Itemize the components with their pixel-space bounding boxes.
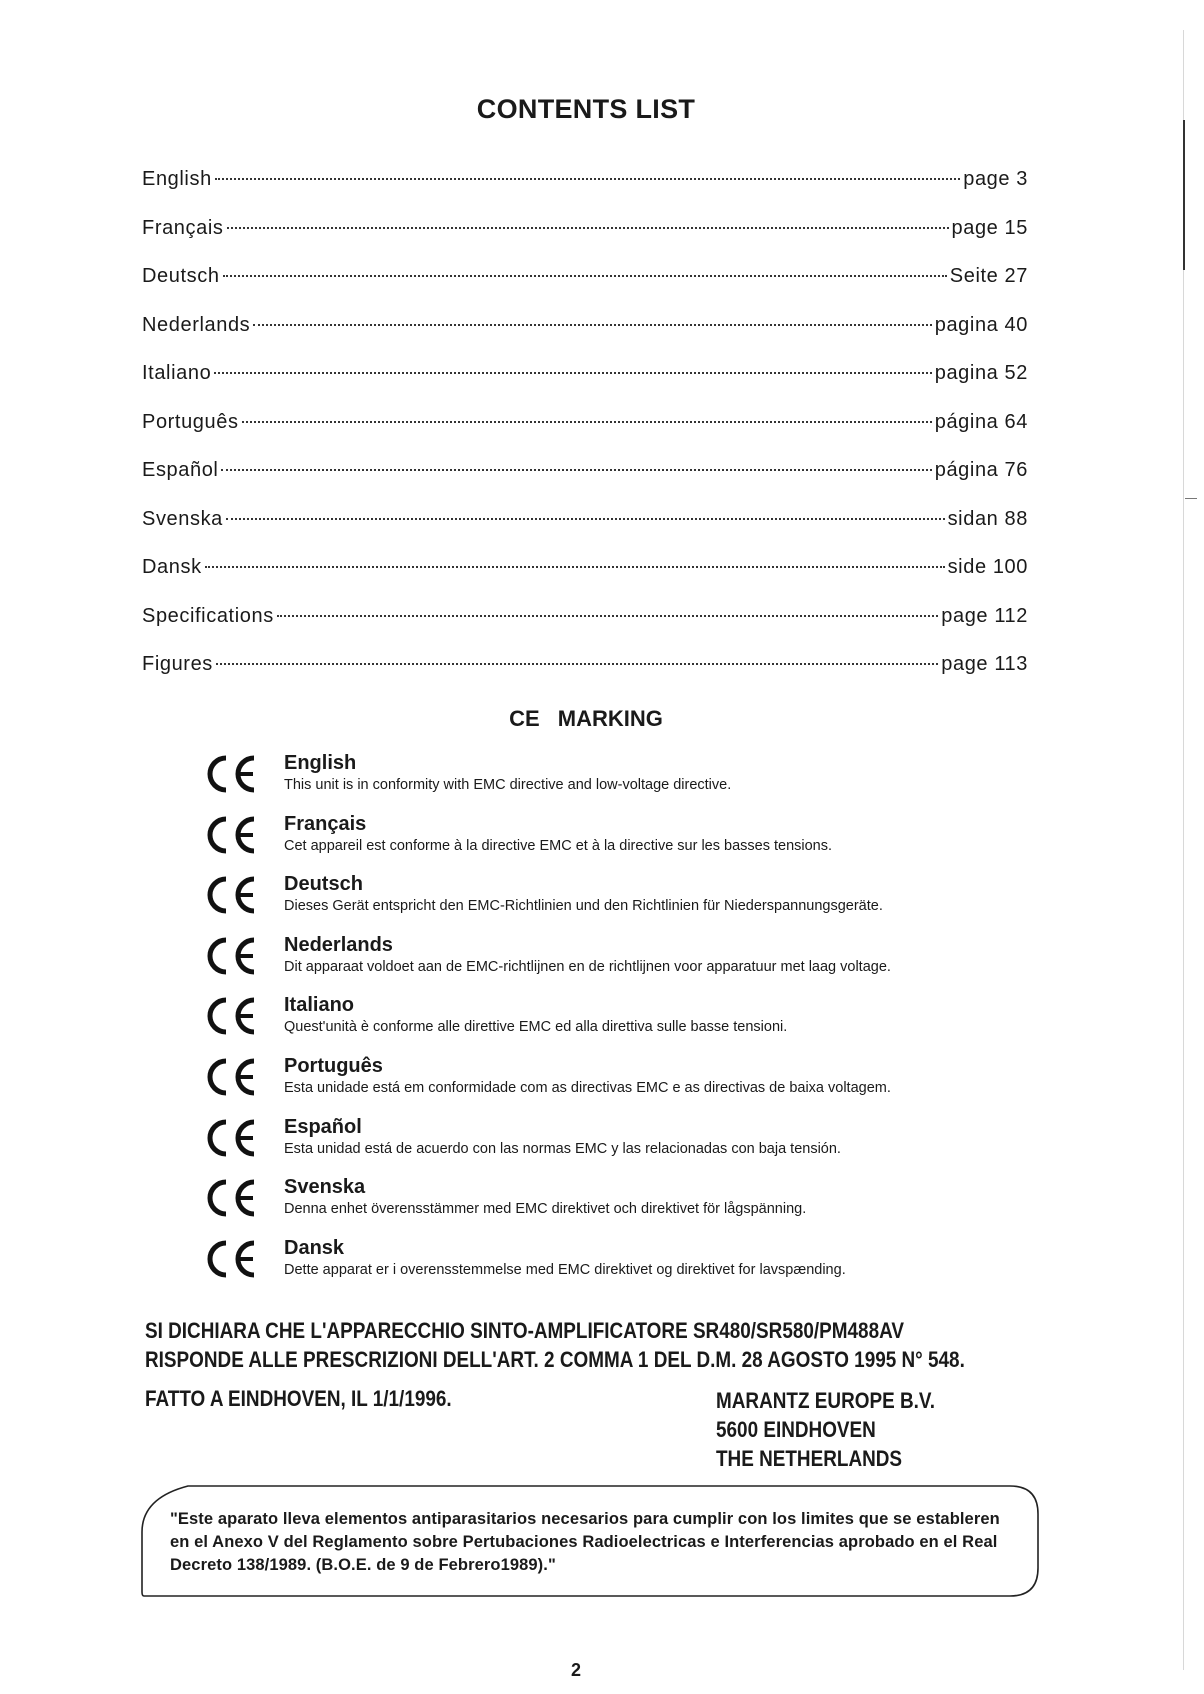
dot-leader: [227, 227, 949, 229]
ce-language: Nederlands: [284, 933, 393, 956]
contents-label: English: [142, 168, 212, 190]
ce-item: [200, 752, 1000, 813]
ce-language: Italiano: [284, 994, 355, 1017]
ce-statement: Esta unidad está de acuerdo con las normas EMC y las relacionadas con baja tensión.: [284, 1140, 841, 1157]
contents-page: side 100: [947, 556, 1028, 578]
ce-statement: Denna enhet överensstämmer med EMC direktivet och direktivet för lågspänning.: [284, 1201, 807, 1218]
ce-statement: Cet appareil est conforme à la directive EMC et à la directive sur les basses tensions.: [284, 837, 833, 854]
declaration-line: SI DICHIARA CHE L'APPARECCHIO SINTO-AMPLIFICATORE SR480/SR580/PM488AV: [145, 1318, 904, 1343]
page-title: CONTENTS LIST: [476, 94, 696, 124]
ce-item: [200, 1055, 1000, 1116]
notice-text: "Este aparato lleva elementos antiparasitarios necesarios para cumplir con los limites que se estableren en el Anexo V del Reglamento sobre Pertubaciones Radioelectricas e Interferencias aprobado en el Real Decreto 138/1989. (B.O.E. de 9 de Febrero1989).": [170, 1510, 1000, 1574]
contents-label: Deutsch: [142, 265, 220, 287]
contents-row[interactable]: [142, 556, 1028, 605]
company-country: THE NETHERLANDS: [716, 1446, 903, 1471]
contents-label: Dansk: [142, 556, 202, 578]
ce-language: Deutsch: [284, 873, 363, 896]
ce-marking-list: [200, 752, 1000, 1297]
ce-item: [200, 1176, 1000, 1237]
dot-leader: [214, 372, 931, 374]
ce-mark-icon: [204, 754, 262, 794]
ce-mark-icon: [204, 1178, 262, 1218]
contents-label: Português: [142, 410, 239, 433]
contents-label: Italiano: [142, 362, 212, 384]
ce-mark-icon: [204, 1057, 262, 1097]
ce-mark-icon: [204, 815, 262, 855]
declaration: [145, 1316, 965, 1374]
place-date: FATTO A EINDHOVEN, IL 1/1/1996.: [145, 1386, 452, 1411]
contents-label: Français: [142, 216, 224, 239]
contents-label: Specifications: [142, 604, 274, 627]
contents-list: [142, 168, 1028, 702]
ce-language: Español: [284, 1115, 362, 1138]
ce-item: [200, 934, 1000, 995]
ce-statement: Dit apparaat voldoet aan de EMC-richtlijnen en de richtlijnen voor apparatuur met laag voltage.: [284, 958, 891, 975]
dot-leader: [215, 178, 960, 180]
contents-page: Seite 27: [949, 265, 1028, 287]
contents-row[interactable]: [142, 265, 1028, 314]
contents-row[interactable]: [142, 653, 1028, 702]
dot-leader: [216, 663, 938, 665]
ce-language: English: [284, 752, 357, 774]
contents-row[interactable]: [142, 168, 1028, 217]
contents-row[interactable]: [142, 605, 1028, 654]
contents-page: página 76: [934, 459, 1028, 481]
dot-leader: [223, 275, 947, 277]
contents-page: pagina 52: [934, 362, 1028, 384]
ce-language: Dansk: [284, 1236, 345, 1259]
contents-page: pagina 40: [934, 313, 1028, 336]
ce-language: Português: [284, 1054, 383, 1077]
ce-mark-icon: [204, 936, 262, 976]
ce-item: [200, 1237, 1000, 1298]
dot-leader: [221, 469, 931, 471]
contents-page: page 15: [951, 216, 1028, 239]
dot-leader: [277, 615, 938, 617]
ce-statement: Dieses Gerät entspricht den EMC-Richtlinien und den Richtlinien für Niederspannungsgeräte.: [284, 898, 883, 915]
ce-statement: This unit is in conformity with EMC directive and low-voltage directive.: [284, 777, 732, 793]
dot-leader: [205, 566, 945, 568]
contents-page: página 64: [934, 410, 1028, 433]
ce-mark-icon: [204, 996, 262, 1036]
contents-page: page 112: [941, 604, 1028, 627]
ce-mark-icon: [204, 1118, 262, 1158]
ce-statement: Dette apparat er i overensstemmelse med EMC direktivet og direktivet for lavspænding.: [284, 1261, 846, 1278]
ce-item: [200, 1116, 1000, 1177]
ce-language: Svenska: [284, 1176, 366, 1199]
ce-item: [200, 813, 1000, 874]
contents-page: page 3: [963, 168, 1028, 190]
contents-label: Figures: [142, 653, 213, 675]
scan-mark: [1185, 498, 1197, 499]
ce-marking-heading: CE MARKING: [509, 706, 663, 731]
contents-label: Svenska: [142, 507, 223, 530]
dot-leader: [242, 421, 932, 423]
company-city: 5600 EINDHOVEN: [716, 1417, 876, 1442]
dot-leader: [253, 324, 931, 326]
contents-row[interactable]: [142, 217, 1028, 266]
ce-statement: Quest'unità è conforme alle direttive EMC ed alla direttiva sulle basse tensioni.: [284, 1019, 788, 1036]
contents-row[interactable]: [142, 362, 1028, 411]
declaration-line: RISPONDE ALLE PRESCRIZIONI DELL'ART. 2 COMMA 1 DEL D.M. 28 AGOSTO 1995 N° 548.: [145, 1347, 965, 1372]
ce-item: [200, 873, 1000, 934]
scan-edge-shadow: [1183, 120, 1185, 270]
contents-row[interactable]: [142, 314, 1028, 363]
contents-row[interactable]: [142, 411, 1028, 460]
contents-label: Español: [142, 459, 219, 481]
contents-row[interactable]: [142, 508, 1028, 557]
ce-statement: Esta unidade está em conformidade com as directivas EMC e as directivas de baixa voltagem.: [284, 1079, 891, 1096]
scan-edge: [1183, 30, 1184, 1670]
contents-row[interactable]: [142, 459, 1028, 508]
dot-leader: [226, 518, 945, 520]
company-name: MARANTZ EUROPE B.V.: [716, 1388, 936, 1413]
ce-mark-icon: [204, 875, 262, 915]
contents-label: Nederlands: [142, 313, 251, 336]
company-address: [716, 1386, 935, 1473]
ce-language: Français: [284, 812, 367, 835]
page-number: 2: [570, 1660, 581, 1680]
ce-mark-icon: [204, 1239, 262, 1279]
contents-page: page 113: [941, 653, 1028, 675]
contents-page: sidan 88: [947, 507, 1028, 530]
ce-item: [200, 994, 1000, 1055]
